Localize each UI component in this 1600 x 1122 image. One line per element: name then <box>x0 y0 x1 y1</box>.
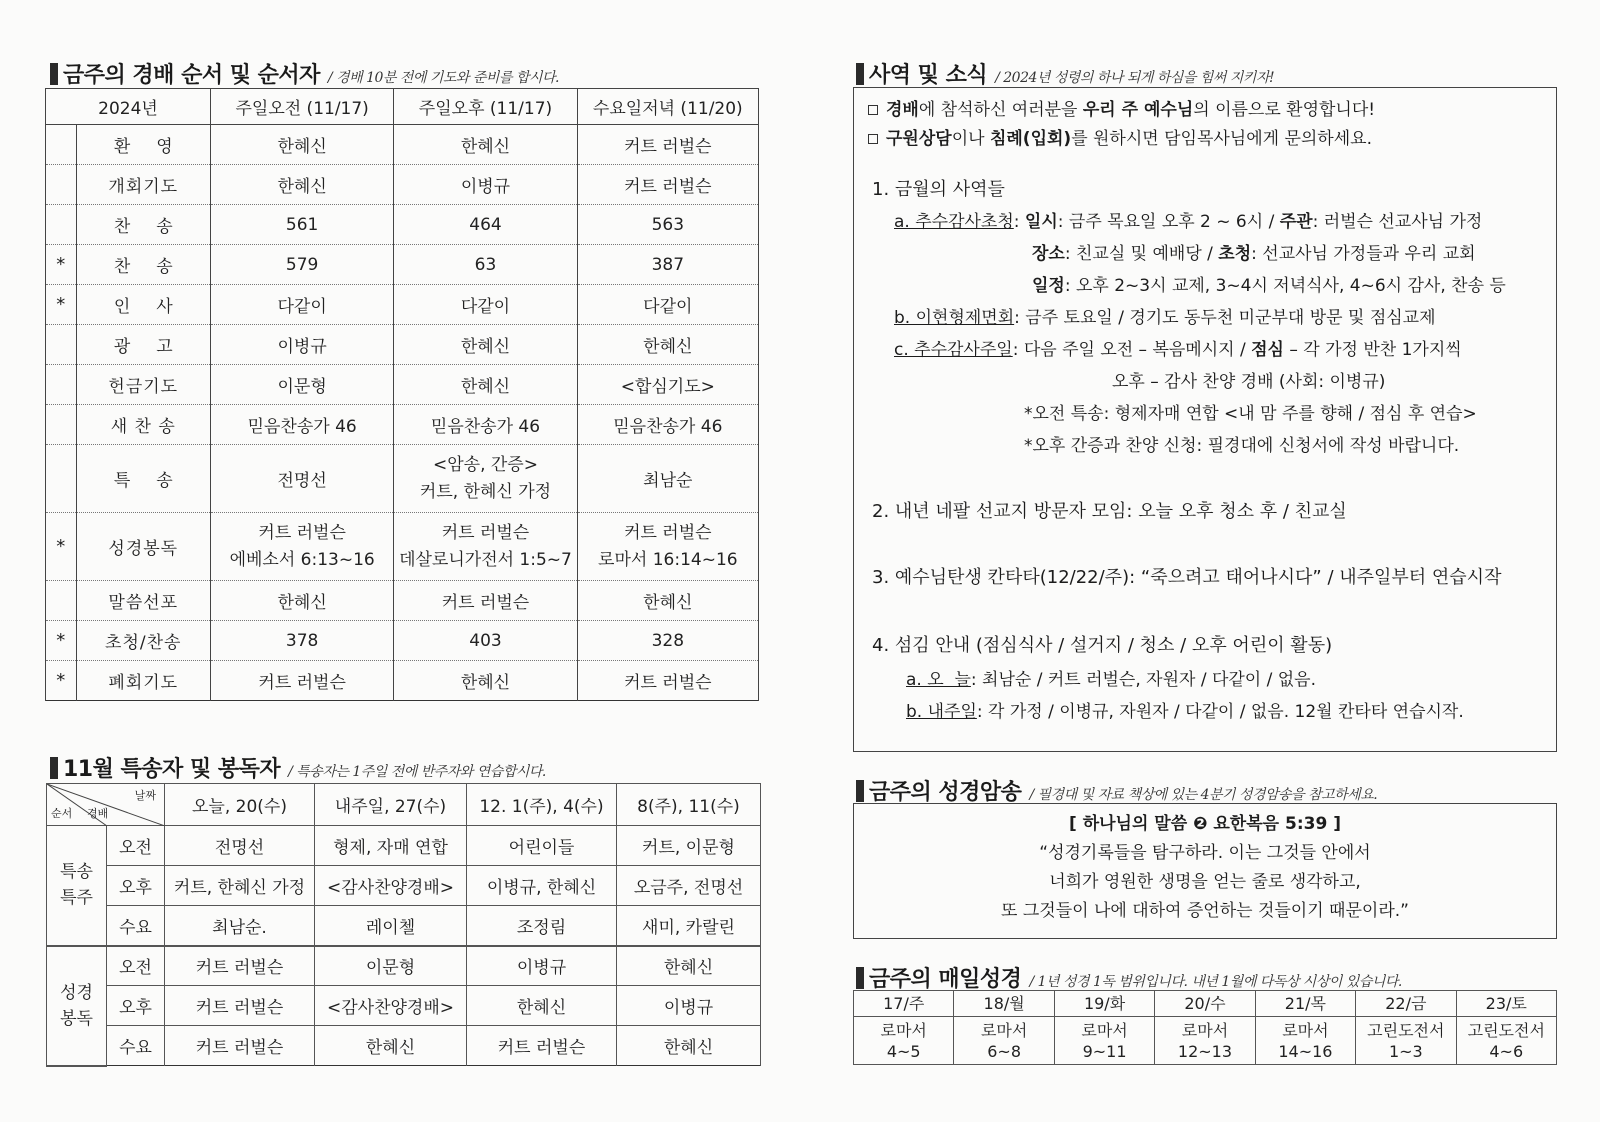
group-label-line: 봉독 <box>60 1008 93 1029</box>
daily-chapters: 14~16 <box>1278 1041 1333 1061</box>
worship-cell: 믿음찬송가 46 <box>577 405 758 445</box>
worship-row <box>46 661 759 701</box>
notice-text: 에 참석하신 여러분을 <box>918 100 1083 120</box>
daily-book: 로마서 <box>1282 1020 1329 1040</box>
group-label-line: 성경 <box>60 982 93 1003</box>
worship-cell: 한혜신 <box>577 581 758 621</box>
special-corner-cell <box>47 784 165 826</box>
daily-reading <box>954 1017 1054 1065</box>
notice-bold: 경배 <box>886 100 919 120</box>
daily-day: 22/금 <box>1356 991 1456 1017</box>
notice-text: 의 이름으로 환영합니다! <box>1193 100 1376 120</box>
worship-cell: 믿음찬송가 46 <box>210 405 393 445</box>
notice-bold: 구원상담 <box>886 129 952 149</box>
worship-row <box>46 405 759 445</box>
special-cell: 오금주, 전명선 <box>617 866 761 906</box>
special-cell: 한혜신 <box>315 1026 467 1066</box>
news-item-4b <box>906 696 1464 728</box>
worship-cell: 커트 러벌슨 <box>394 581 577 621</box>
key: 점심 <box>1251 340 1284 360</box>
verse-line: 또 그것들이 나에 대하여 증언하는 것들이기 때문이라.” <box>1001 901 1409 921</box>
required-star: * <box>46 661 77 701</box>
daily-reading-table <box>853 990 1557 1065</box>
daily-chapters: 1~3 <box>1388 1041 1423 1061</box>
news-item-1a: a. 추수감사초청: 일시: 금주 목요일 오후 2 ~ 6시 / 주관: 러벌슨 선교사님 가정 <box>894 212 1483 232</box>
checkbox-square-icon <box>868 105 878 115</box>
worship-row <box>46 621 759 661</box>
daily-chapters: 9~11 <box>1082 1041 1127 1061</box>
daily-reading <box>1255 1017 1355 1065</box>
special-group-label <box>47 946 107 1066</box>
special-cell: 한혜신 <box>617 946 761 986</box>
daily-title: 금주의 매일성경 <box>869 967 1022 992</box>
special-cell: 전명선 <box>165 826 315 866</box>
worship-header-year: 2024년 <box>46 89 211 125</box>
required-star <box>46 325 77 365</box>
required-star <box>46 445 77 513</box>
daily-reading <box>1054 1017 1154 1065</box>
worship-cell <box>394 445 577 513</box>
value: : 각 가정 / 이병규, 자원자 / 다같이 / 없음. 12월 칸타타 연습시작. <box>976 702 1464 722</box>
worship-cell: 328 <box>577 621 758 661</box>
worship-cell-line: <암송, 간증> <box>432 454 538 475</box>
verse-line: “성경기록들을 탐구하라. 이는 그것들 안에서 <box>1039 843 1371 863</box>
news-item-1-heading: 1. 금월의 사역들 <box>872 179 1005 200</box>
special-cell: 커트 러벌슨 <box>165 946 315 986</box>
worship-cell: 커트 러벌슨 <box>577 125 758 165</box>
key: 장소 <box>1032 244 1065 264</box>
news-item-1c-note-pm: *오후 간증과 찬양 신청: 필경대에 신청서에 작성 바랍니다. <box>1024 436 1460 456</box>
corner-date-label: 날짜 <box>134 789 156 802</box>
special-cell: 최남순. <box>165 906 315 946</box>
daily-reading <box>1155 1017 1255 1065</box>
worship-item-label: 인사 <box>76 285 210 325</box>
special-row <box>47 1026 761 1066</box>
worship-cell: 커트 러벌슨 <box>577 661 758 701</box>
news-box <box>853 87 1557 752</box>
news-item-1a-schedule <box>1032 270 1506 302</box>
special-cell: 한혜신 <box>467 986 617 1026</box>
key: 초청 <box>1218 244 1252 264</box>
special-cell: 커트 러벌슨 <box>165 1026 315 1066</box>
value: : 친교실 및 예배당 / <box>1064 244 1219 264</box>
worship-header-row <box>46 89 759 125</box>
worship-cell: 이문형 <box>210 365 393 405</box>
item-1c-label: c. 추수감사주일 <box>894 340 1013 360</box>
special-row <box>47 826 761 866</box>
required-star: * <box>46 621 77 661</box>
item-4b-label: b. 내주일 <box>906 702 977 722</box>
news-item-3: 3. 예수님탄생 칸타타(12/22/주): “죽으려고 태어나시다” / 내주일부터 연습시작 <box>872 567 1502 588</box>
value: : 최남순 / 커트 러벌슨, 자원자 / 다같이 / 없음. <box>970 670 1316 690</box>
worship-item-label: 찬송 <box>76 205 210 245</box>
section-bar-icon <box>856 967 864 989</box>
item-1b-label: b. 이현형제면회 <box>894 308 1015 328</box>
worship-cell: 커트 러벌슨 <box>210 661 393 701</box>
special-cell: 레이첼 <box>315 906 467 946</box>
worship-cell: 63 <box>394 245 577 285</box>
daily-day: 21/목 <box>1255 991 1355 1017</box>
worship-item-label: 말씀선포 <box>76 581 210 621</box>
worship-cell-line: 에베소서 6:13~16 <box>229 549 375 570</box>
corner-service-label: 경배 <box>87 807 109 820</box>
item-4a-label: a. 오 늘 <box>906 670 971 690</box>
required-star: * <box>46 285 77 325</box>
value: : 오후 2~3시 교제, 3~4시 저녁식사, 4~6시 감사, 찬송 등 <box>1064 276 1506 296</box>
worship-item-label: 광고 <box>76 325 210 365</box>
required-star: * <box>46 245 77 285</box>
worship-cell: 579 <box>210 245 393 285</box>
worship-header-wed: 수요일저녁 (11/20) <box>577 89 758 125</box>
required-star <box>46 165 77 205</box>
special-service-label: 오후 <box>107 866 165 906</box>
special-header-date: 8(주), 11(수) <box>617 784 761 826</box>
verse-section-title <box>856 775 1377 806</box>
special-row <box>47 866 761 906</box>
special-cell: 이병규, 한혜신 <box>467 866 617 906</box>
special-cell: <감사찬양경배> <box>315 866 467 906</box>
daily-reading <box>1356 1017 1456 1065</box>
special-cell: 커트 러벌슨 <box>165 986 315 1026</box>
worship-item-label: 폐회기도 <box>76 661 210 701</box>
daily-day: 19/화 <box>1054 991 1154 1017</box>
special-service-label: 오후 <box>107 986 165 1026</box>
daily-chapters: 12~13 <box>1177 1041 1233 1061</box>
daily-book: 로마서 <box>980 1020 1028 1040</box>
daily-book: 로마서 <box>1181 1020 1229 1040</box>
worship-row <box>46 325 759 365</box>
special-cell: 커트, 이문형 <box>617 826 761 866</box>
special-cell: 이문형 <box>315 946 467 986</box>
special-service-label: 오전 <box>107 826 165 866</box>
worship-item-label: 특송 <box>76 445 210 513</box>
section-bar-icon <box>50 63 58 85</box>
daily-book: 로마서 <box>1081 1020 1128 1040</box>
daily-section-title <box>856 962 1402 993</box>
worship-cell-line: 로마서 16:14~16 <box>598 549 738 570</box>
special-section-title <box>50 752 546 783</box>
news-subtitle: / 2024년 성령의 하나 되게 하심을 힘써 지키자! <box>995 70 1275 86</box>
worship-cell: 이병규 <box>210 325 393 365</box>
special-row <box>47 986 761 1026</box>
required-star <box>46 405 77 445</box>
required-star <box>46 365 77 405</box>
news-item-2: 2. 내년 네팔 선교지 방문자 모임: 오늘 오후 청소 후 / 친교실 <box>872 501 1347 522</box>
special-singers-table <box>46 783 761 1067</box>
worship-cell: 403 <box>394 621 577 661</box>
worship-cell: 한혜신 <box>210 125 393 165</box>
worship-cell: 한혜신 <box>394 125 577 165</box>
special-service-label: 수요 <box>107 906 165 946</box>
worship-cell: 한혜신 <box>210 165 393 205</box>
worship-item-label: 성경봉독 <box>76 513 210 581</box>
daily-reading <box>854 1017 954 1065</box>
worship-cell: 최남순 <box>577 445 758 513</box>
worship-item-label: 환영 <box>76 125 210 165</box>
key: 일시 <box>1024 212 1058 232</box>
memory-verse-box <box>853 803 1557 939</box>
verse-subtitle: / 필경대 및 자료 책상에 있는 4분기 성경암송을 참고하세요. <box>1029 787 1378 803</box>
worship-cell: 커트 러벌슨 <box>577 165 758 205</box>
worship-item-label: 초청/찬송 <box>76 621 210 661</box>
special-cell: <감사찬양경배> <box>315 986 467 1026</box>
special-title: 11월 특송자 및 봉독자 <box>63 757 281 782</box>
worship-row <box>46 445 759 513</box>
daily-subtitle: / 1년 성경 1독 범위입니다. 내년 1월에 다독상 시상이 있습니다. <box>1029 974 1402 990</box>
worship-cell: 다같이 <box>210 285 393 325</box>
value: : 다음 주일 오전 – 복음메시지 / <box>1012 340 1252 360</box>
worship-row <box>46 165 759 205</box>
worship-row <box>46 245 759 285</box>
section-bar-icon <box>856 63 864 85</box>
key: 주관 <box>1279 212 1313 232</box>
daily-day: 23/토 <box>1456 991 1556 1017</box>
special-cell: 이병규 <box>467 946 617 986</box>
special-cell: 조정림 <box>467 906 617 946</box>
worship-cell: 한혜신 <box>394 365 577 405</box>
item-1a-label: a. 추수감사초청 <box>894 212 1014 232</box>
news-item-1c-pm: 오후 – 감사 찬양 경배 (사회: 이병규) <box>1112 372 1386 392</box>
special-header-date: 12. 1(주), 4(수) <box>467 784 617 826</box>
news-item-1b <box>894 302 1436 334</box>
notice-text: 를 원하시면 담임목사님에게 문의하세요. <box>1071 129 1372 149</box>
daily-reading <box>1456 1017 1556 1065</box>
worship-cell: 563 <box>577 205 758 245</box>
notice-text: 이나 <box>951 129 990 149</box>
special-cell: 커트 러벌슨 <box>467 1026 617 1066</box>
special-cell: 새미, 카랄린 <box>617 906 761 946</box>
required-star: * <box>46 513 77 581</box>
worship-order-table <box>45 88 759 701</box>
worship-cell: 다같이 <box>577 285 758 325</box>
daily-book: 고린도전서 <box>1367 1020 1445 1040</box>
news-item-4-heading: 4. 섬김 안내 (점심식사 / 설거지 / 청소 / 오후 어린이 활동) <box>872 635 1333 656</box>
worship-cell: 다같이 <box>394 285 577 325</box>
worship-cell: 한혜신 <box>394 661 577 701</box>
daily-day: 20/수 <box>1155 991 1255 1017</box>
worship-cell: 한혜신 <box>210 581 393 621</box>
news-item-1c-note-am: *오전 특송: 형제자매 연합 <내 맘 주를 향해 / 점심 후 연습> <box>1024 404 1477 424</box>
special-row <box>47 906 761 946</box>
verse-title: 금주의 성경암송 <box>869 780 1022 805</box>
required-star <box>46 205 77 245</box>
worship-row <box>46 365 759 405</box>
group-label-line: 특송 <box>60 862 93 883</box>
worship-cell: 561 <box>210 205 393 245</box>
daily-day: 17/주 <box>854 991 954 1017</box>
worship-cell: 387 <box>577 245 758 285</box>
required-star <box>46 581 77 621</box>
value: – 각 가정 반찬 1가지씩 <box>1283 340 1462 360</box>
special-cell: 어린이들 <box>467 826 617 866</box>
worship-cell-line: 커트 러벌슨 <box>624 522 712 543</box>
worship-cell-line: 커트, 한혜신 가정 <box>419 481 552 502</box>
worship-item-label: 새 찬 송 <box>76 405 210 445</box>
worship-title: 금주의 경배 순서 및 순서자 <box>63 63 320 88</box>
value: : 금주 토요일 / 경기도 동두천 미군부대 방문 및 점심교제 <box>1014 308 1436 328</box>
news-item-1c <box>894 334 1462 366</box>
section-bar-icon <box>50 757 58 779</box>
special-header-date: 오늘, 20(수) <box>165 784 315 826</box>
notice-bold: 침례(입회) <box>989 129 1072 149</box>
worship-row <box>46 285 759 325</box>
corner-order-label: 순서 <box>51 807 73 820</box>
worship-row <box>46 205 759 245</box>
worship-cell-line: 커트 러벌슨 <box>258 522 346 543</box>
verse-line: 너희가 영원한 생명을 얻는 줄로 생각하고, <box>1049 872 1361 892</box>
worship-item-label: 개회기도 <box>76 165 210 205</box>
worship-cell: 이병규 <box>394 165 577 205</box>
required-star <box>46 125 77 165</box>
news-section-title <box>856 58 1274 89</box>
daily-chapters: 4~5 <box>886 1041 921 1061</box>
worship-cell: 한혜신 <box>577 325 758 365</box>
daily-day: 18/월 <box>954 991 1054 1017</box>
special-cell: 한혜신 <box>617 1026 761 1066</box>
news-item-4a <box>906 664 1316 696</box>
checkbox-square-icon <box>868 134 878 144</box>
value: : 선교사님 가정들과 우리 교회 <box>1251 244 1476 264</box>
worship-cell-line: 데살로니가전서 1:5~7 <box>399 549 572 570</box>
daily-chapters: 4~6 <box>1489 1041 1524 1061</box>
notice-counsel <box>868 125 1542 154</box>
worship-item-label: 헌금기도 <box>76 365 210 405</box>
worship-header-sun-pm: 주일오후 (11/17) <box>394 89 577 125</box>
worship-cell <box>577 513 758 581</box>
daily-chapters: 6~8 <box>987 1041 1022 1061</box>
daily-book: 고린도전서 <box>1467 1020 1545 1040</box>
special-cell: 이병규 <box>617 986 761 1026</box>
worship-row <box>46 581 759 621</box>
notice-bold: 우리 주 예수님 <box>1082 100 1194 120</box>
group-label-line: 특주 <box>60 888 93 909</box>
worship-cell: 464 <box>394 205 577 245</box>
news-item-1a-place <box>1032 238 1476 270</box>
daily-days-row <box>854 991 1557 1017</box>
special-row <box>47 946 761 986</box>
special-cell: 커트, 한혜신 가정 <box>165 866 315 906</box>
worship-subtitle: / 경배 10분 전에 기도와 준비를 합시다. <box>327 70 559 86</box>
value: : 금주 목요일 오후 2 ~ 6시 / <box>1057 212 1280 232</box>
worship-row <box>46 125 759 165</box>
worship-cell-line: 커트 러벌슨 <box>441 522 530 543</box>
section-bar-icon <box>856 780 864 802</box>
worship-row <box>46 513 759 581</box>
worship-item-label: 찬송 <box>76 245 210 285</box>
daily-readings-row <box>854 1017 1557 1065</box>
special-service-label: 수요 <box>107 1026 165 1066</box>
worship-section-title <box>50 58 559 89</box>
special-subtitle: / 특송자는 1주일 전에 반주자와 연습합시다. <box>288 764 546 780</box>
worship-cell: 전명선 <box>210 445 393 513</box>
value: : 러벌슨 선교사님 가정 <box>1312 212 1483 232</box>
verse-reference: [ 하나님의 말씀 ❷ 요한복음 5:39 ] <box>1069 814 1341 834</box>
worship-cell: 378 <box>210 621 393 661</box>
worship-header-sun-am: 주일오전 (11/17) <box>210 89 393 125</box>
special-cell: 형제, 자매 연합 <box>315 826 467 866</box>
special-group-label <box>47 826 107 946</box>
daily-book: 로마서 <box>880 1020 927 1040</box>
worship-cell <box>210 513 393 581</box>
worship-cell: 한혜신 <box>394 325 577 365</box>
worship-cell: 믿음찬송가 46 <box>394 405 577 445</box>
special-service-label: 오전 <box>107 946 165 986</box>
special-header-date: 내주일, 27(수) <box>315 784 467 826</box>
key: 일정 <box>1032 276 1065 296</box>
special-header-row <box>47 784 761 826</box>
worship-cell <box>394 513 577 581</box>
news-title: 사역 및 소식 <box>869 63 988 88</box>
worship-cell: <합심기도> <box>577 365 758 405</box>
notice-welcome <box>868 96 1542 125</box>
